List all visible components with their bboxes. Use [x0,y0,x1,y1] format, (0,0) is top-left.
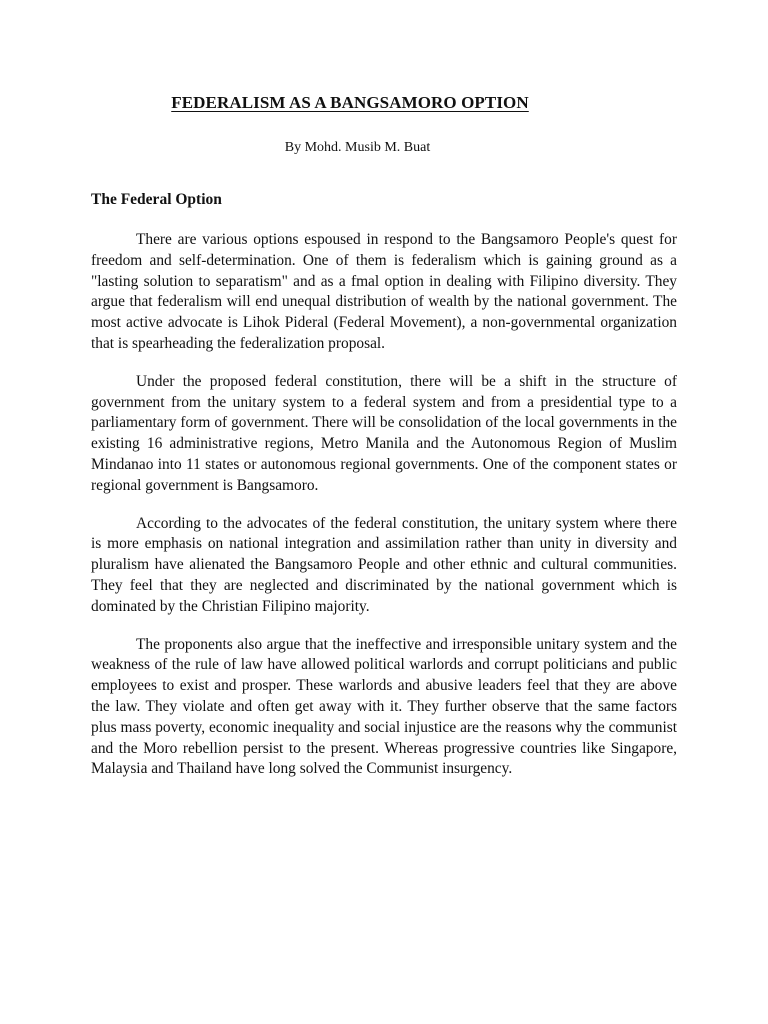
section-heading: The Federal Option [91,191,222,208]
body-text [91,230,677,797]
author-byline: By Mohd. Musib M. Buat [284,140,431,155]
paragraph-2: Under the proposed federal constitution, there will be a shift in the structure of government from the unitary system to a federal system and from a presidential type to a parliamentary form of government. There will be consolidation of the local governments in the existing 16 administrative regions, Metro Manila and the Autonomous Region of Muslim Mindanao into 11 states or autonomous regional governments. One of the component states or regional government is Bangsamoro. [91,372,677,494]
document-title [0,93,700,113]
paragraph-4: The proponents also argue that the ineffective and irresponsible unitary system and the weakness of the rule of law have allowed political warlords and corrupt politicians and public employees to exist and prosper. These warlords and abusive leaders feel that they are above the law. They violate and often get away with it. They further observe that the same factors plus mass poverty, economic inequality and social injustice are the reasons why the communist and the Moro rebellion persist to the present. Whereas progressive countries like Singapore, Malaysia and Thailand have long solved the Communist insurgency. [91,635,677,778]
document-title-text: FEDERALISM AS A BANGSAMORO OPTION [171,93,529,112]
paragraph-1: There are various options espoused in respond to the Bangsamoro People's quest for freedom and self-determination. One of them is federalism which is gaining ground as a "lasting solution to separatism" and as a fmal option in dealing with Filipino diversity. They argue that federalism will end unequal distribution of wealth by the national government. The most active advocate is Lihok Pideral (Federal Movement), a non-governmental organization that is spearheading the federalization proposal. [91,231,677,352]
paragraph-3: According to the advocates of the federal constitution, the unitary system where there is more emphasis on national integration and assimilation rather than unity in diversity and pluralism have alienated the Bangsamoro People and other ethnic and cultural communities. They feel that they are neglected and discriminated by the national government which is dominated by the Christian Filipino majority. [91,514,677,615]
